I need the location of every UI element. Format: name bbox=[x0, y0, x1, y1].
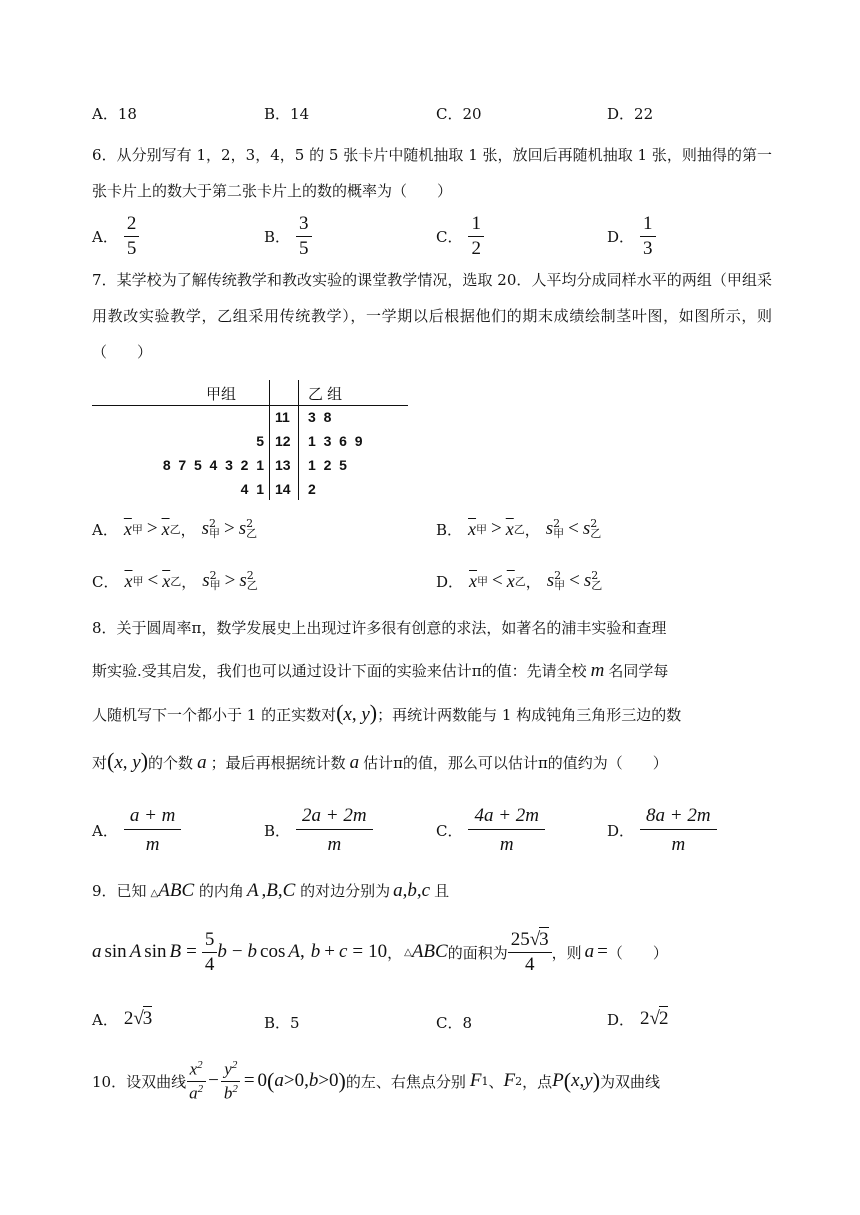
stem-leaf-plot bbox=[92, 380, 408, 500]
q6-option-c: C． $\frac{1}{2}$ bbox=[436, 214, 484, 259]
q9-line2: a sin A sin B = $\frac{5}{4}$ b − b cos A , b + c = 10 ， △ ABC 的面积为 $\frac{25√3}{4}$ ，则 a = （ ） bbox=[92, 929, 668, 975]
q7-text: 7．某学校为了解传统教学和教改实验的课堂教学情况，选取 20．人平均分成同样水平的两组（甲组采用教改实验教学，乙组采用传统教学），一学期以后根据他们的期末成绩绘制茎叶图，如图所示，则（ ） bbox=[92, 271, 772, 361]
q6-option-a: A． $\frac{2}{5}$ bbox=[92, 214, 139, 259]
q8-line3: 人随机写下一个都小于 1 的正实数对(x, y)；再统计两数能与 1 构成钝角三角形三边的数 bbox=[92, 700, 682, 725]
q6-text: 6．从分别写有 1，2，3，4，5 的 5 张卡片中随机抽取 1 张，放回后再随机抽取 1 张，则抽得的第一张卡片上的数大于第二张卡片上的数的概率为（ ） bbox=[92, 146, 772, 200]
q7-option-b: B． $\overline{x}$ 甲 > $\overline{x}$ 乙 ， s 2 甲 < s 2 乙 bbox=[436, 517, 602, 540]
q9-option-d: D． 2√2 bbox=[607, 1008, 669, 1029]
q7-option-a: A． $\overline{x}$ 甲 > $\overline{x}$ 乙 ， s 2 甲 > s 2 乙 bbox=[92, 517, 258, 540]
header-jia: 甲组 bbox=[206, 386, 237, 403]
q8-option-b: B． $\frac{2a + 2m}{m}$ bbox=[264, 806, 373, 855]
stem-row: 12 bbox=[275, 433, 291, 449]
q10-line1: 10．设双曲线 $\frac{x^2}{a^2}$ − $\frac{y^2}{b^2}$ = 0 ( a >0, b >0 ) 的左、右焦点分别 F 1 、 F 2 ，点 P ( x , y ) 为双曲线 bbox=[92, 1059, 661, 1103]
leaf-left-row: 4 1 bbox=[240, 481, 264, 497]
q7-option-d: D． $\overline{x}$ 甲 < $\overline{x}$ 乙 ， s 2 甲 < s 2 乙 bbox=[436, 569, 603, 592]
stem-rule-left bbox=[269, 380, 270, 500]
q6-option-b: B． $\frac{3}{5}$ bbox=[264, 214, 312, 259]
leaf-right-row: 1 3 6 9 bbox=[308, 433, 363, 449]
stem-rule-right bbox=[298, 380, 299, 500]
leaf-right-row: 3 8 bbox=[308, 409, 332, 425]
leaf-right-row: 2 bbox=[308, 481, 316, 497]
q6-option-d: D． $\frac{1}{3}$ bbox=[607, 214, 656, 259]
q9-option-c: C．8 bbox=[436, 1014, 473, 1032]
q9-line1: 9．已知 △ABC 的内角 A ,B,C 的对边分别为 a,b,c 且 bbox=[92, 880, 450, 901]
q5-option-c: C．20 bbox=[436, 105, 482, 123]
leaf-left-row: 8 7 5 4 3 2 1 bbox=[162, 457, 264, 473]
q8-line4: 对(x, y)的个数 a ；最后再根据统计数 a 估计π的值，那么可以估计π的值约为（ ） bbox=[92, 748, 668, 773]
leaf-right-row: 1 2 5 bbox=[308, 457, 347, 473]
q8-option-d: D． $\frac{8a + 2m}{m}$ bbox=[607, 806, 717, 855]
q5-option-a: A．18 bbox=[92, 105, 137, 123]
stem-row: 14 bbox=[275, 481, 291, 497]
q5-option-d: D．22 bbox=[607, 105, 654, 123]
q7-option-c: C． $\overline{x}$ 甲 < $\overline{x}$ 乙 ， s 2 甲 > s 2 乙 bbox=[92, 569, 258, 592]
q8-option-c: C． $\frac{4a + 2m}{m}$ bbox=[436, 806, 545, 855]
q9-option-a: A． 2√3 bbox=[92, 1008, 153, 1029]
header-yi: 乙 组 bbox=[308, 386, 343, 403]
top-rule bbox=[92, 405, 408, 406]
stem-row: 13 bbox=[275, 457, 291, 473]
q8-line1: 8．关于圆周率π，数学发展史上出现过许多很有创意的求法，如著名的浦丰实验和查理 bbox=[92, 619, 667, 637]
q8-option-a: A． $\frac{a + m}{m}$ bbox=[92, 806, 181, 855]
q8-line2: 斯实验.受其启发，我们也可以通过设计下面的实验来估计π的值：先请全校 m 名同学每 bbox=[92, 660, 669, 681]
stem-row: 11 bbox=[275, 409, 290, 425]
q5-option-b: B．14 bbox=[264, 105, 310, 123]
leaf-left-row: 5 bbox=[256, 433, 264, 449]
q9-option-b: B．5 bbox=[264, 1014, 300, 1032]
